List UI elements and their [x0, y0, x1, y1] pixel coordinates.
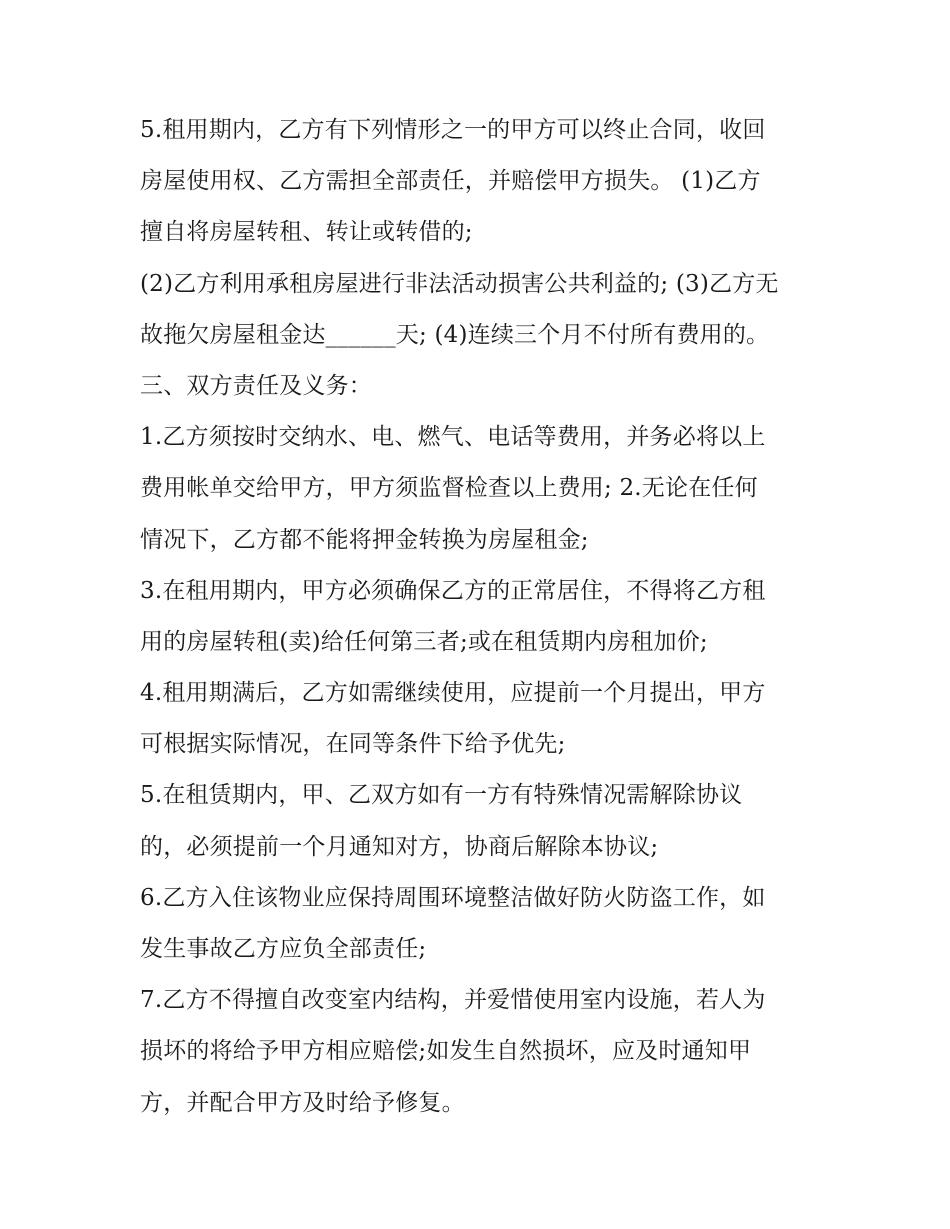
text-line: 5.在租赁期内，甲、乙双方如有一方有特殊情况需解除协议 — [140, 782, 743, 809]
text-line: 的，必须提前一个月通知对方，协商后解除本协议; — [140, 833, 659, 860]
text-line: 5.租用期内，乙方有下列情形之一的甲方可以终止合同，收回 — [140, 117, 766, 143]
text-line: 可根据实际情况，在同等条件下给予优先; — [140, 731, 566, 758]
document-body — [140, 105, 820, 1129]
text-line: 损坏的将给予甲方相应赔偿;如发生自然损坏，应及时通知甲 — [140, 1038, 752, 1065]
text-line: 用的房屋转租(卖)给任何第三者;或在租赁期内房租加价; — [140, 628, 708, 655]
text-line: 1.乙方须按时交纳水、电、燃气、电话等费用，并务必将以上 — [140, 424, 766, 451]
text-line: 故拖欠房屋租金达______天; (4)连续三个月不付所有费用的。 — [140, 321, 770, 348]
section-heading: 三、双方责任及义务： — [140, 372, 372, 399]
text-line: 4.租用期满后，乙方如需继续使用，应提前一个月提出，甲方 — [140, 680, 766, 707]
text-line: 费用帐单交给甲方，甲方须监督检查以上费用; 2.无论在任何 — [140, 475, 758, 502]
text-line: 方，并配合甲方及时给予修复。 — [140, 1089, 465, 1116]
text-line: (2)乙方利用承租房屋进行非法活动损害公共利益的; (3)乙方无 — [140, 270, 779, 297]
text-line: 房屋使用权、乙方需担全部责任，并赔偿甲方损失。 (1)乙方 — [140, 168, 761, 195]
text-line: 发生事故乙方应负全部责任; — [140, 936, 427, 962]
text-line: 6.乙方入住该物业应保持周围环境整洁做好防火防盗工作，如 — [140, 884, 766, 911]
text-line: 情况下，乙方都不能将押金转换为房屋租金; — [140, 526, 589, 553]
text-line: 3.在租用期内，甲方必须确保乙方的正常居住，不得将乙方租 — [140, 577, 766, 604]
text-line: 7.乙方不得擅自改变室内结构，并爱惜使用室内设施，若人为 — [140, 987, 766, 1014]
text-line: 擅自将房屋转租、转让或转借的; — [140, 219, 473, 246]
